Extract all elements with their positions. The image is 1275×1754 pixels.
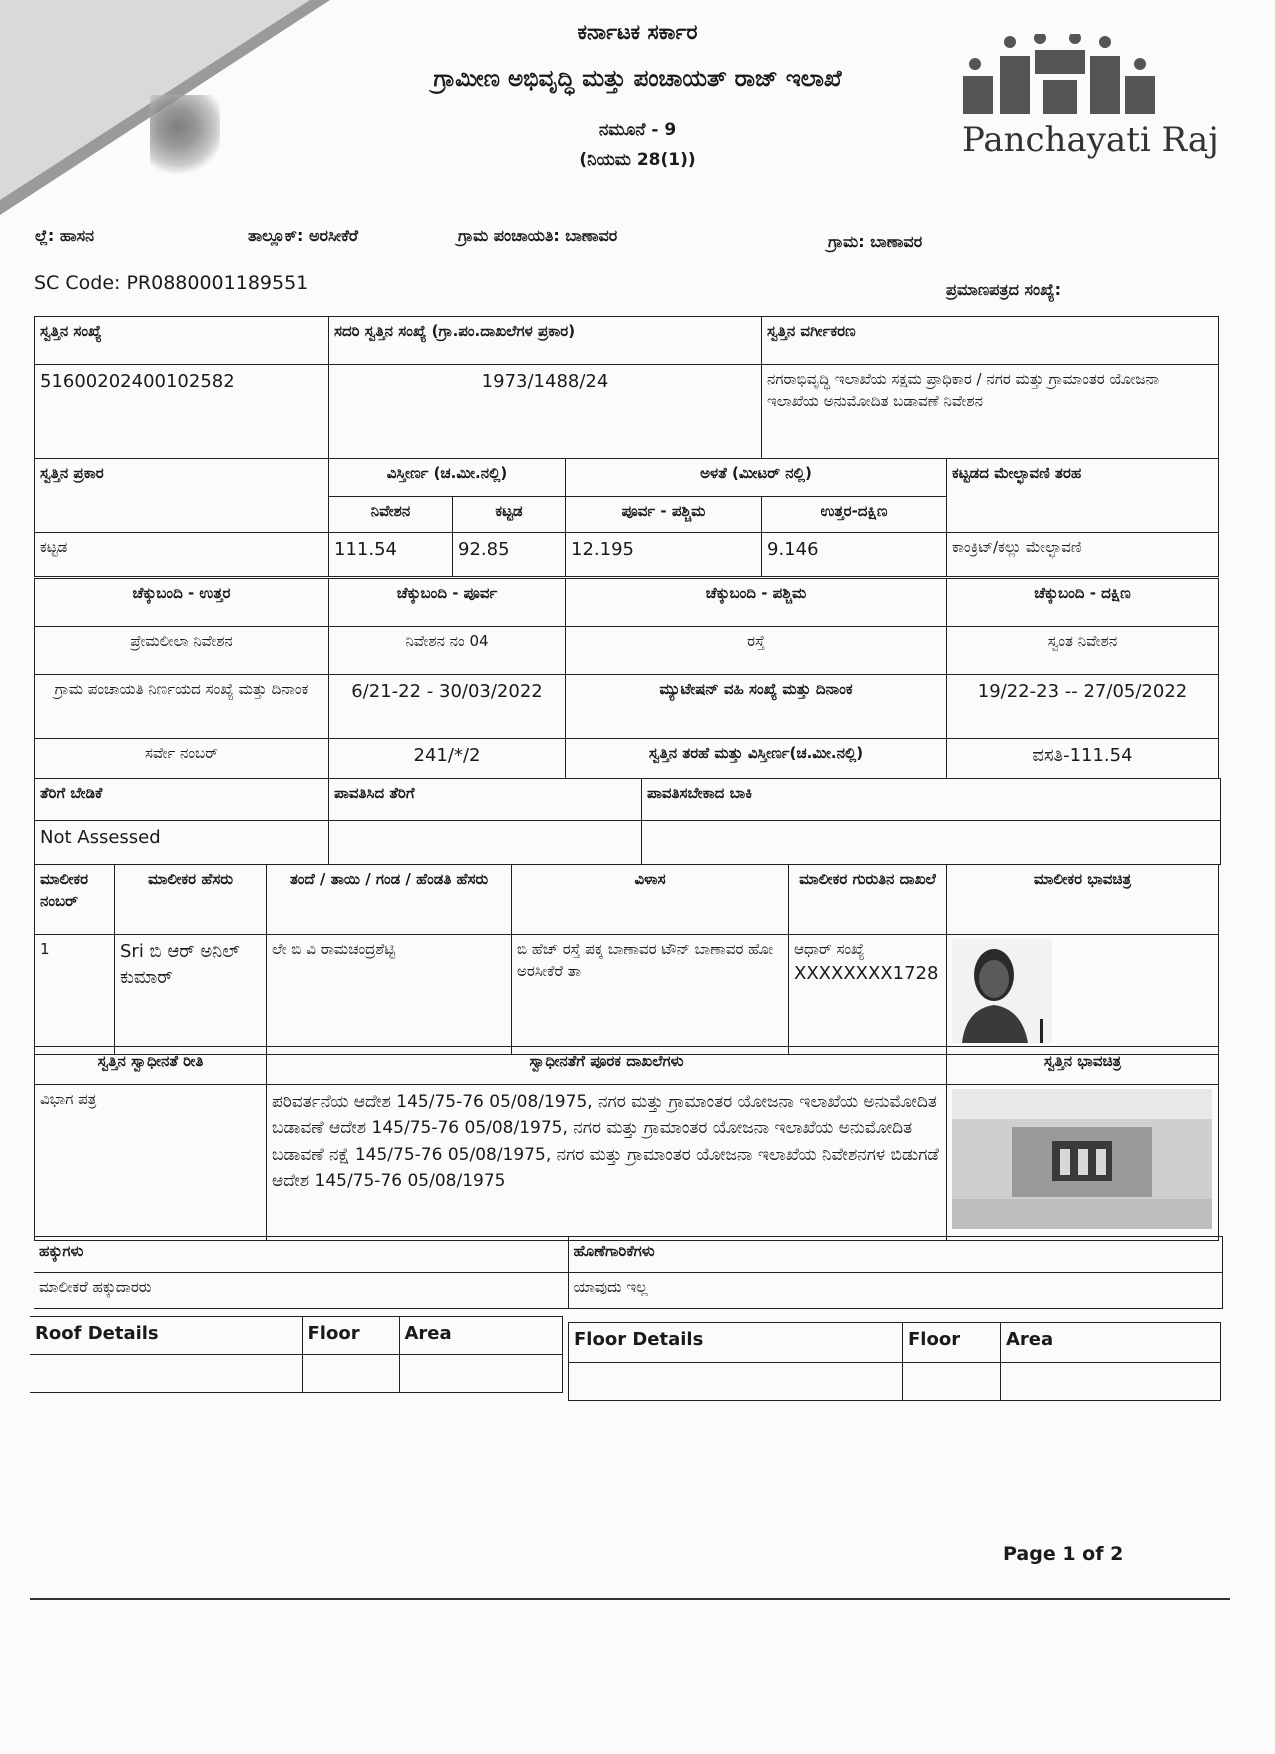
property-type: ಕಟ್ಟಡ <box>35 533 329 577</box>
building-header: ಕಟ್ಟಡ <box>453 497 566 533</box>
owner-name-header: ಮಾಲೀಕರ ಹೆಸರು <box>115 865 267 935</box>
dimensions-table <box>34 458 1219 577</box>
owner-name: Sri ಬಿ ಆರ್ ಅನಿಲ್ ಕುಮಾರ್ <box>115 935 267 1055</box>
village: ಗ್ರಾಮ: ಬಾಣಾವರ <box>828 232 923 251</box>
floor-details-value <box>569 1363 903 1401</box>
owner-id-header: ಮಾಲೀಕರ ಗುರುತಿನ ದಾಖಲೆ <box>789 865 947 935</box>
mutation-header: ಮ್ಯುಟೇಷನ್ ವಹಿ ಸಂಖ್ಯೆ ಮತ್ತು ದಿನಾಂಕ <box>566 675 947 739</box>
property-id-header: ಸ್ವತ್ತಿನ ಸಂಖ್ಯೆ <box>35 317 329 365</box>
address-header: ವಿಳಾಸ <box>512 865 789 935</box>
owner-id-value: XXXXXXXX1728 <box>794 962 939 984</box>
property-photo-icon <box>952 1089 1212 1229</box>
boundary-east-header: ಚೆಕ್ಕುಬಂದಿ - ಪೂರ್ವ <box>329 579 566 627</box>
tax-due-header: ಪಾವತಿಸಬೇಕಾದ ಬಾಕಿ <box>642 779 1221 821</box>
building-area: 92.85 <box>453 533 566 577</box>
local-number: 1973/1488/24 <box>329 365 762 459</box>
classification-header: ಸ್ವತ್ತಿನ ವರ್ಗೀಕರಣ <box>762 317 1219 365</box>
property-type-header: ಸ್ವತ್ತಿನ ಪ್ರಕಾರ <box>35 459 329 533</box>
measurement-header: ಅಳತೆ (ಮೀಟರ್ ನಲ್ಲಿ) <box>566 459 947 497</box>
gp-resolution-header: ಗ್ರಾಮ ಪಂಚಾಯತಿ ನಿರ್ಣಯದ ಸಂಖ್ಯೆ ಮತ್ತು ದಿನಾಂಕ <box>35 675 329 739</box>
tax-demand: Not Assessed <box>35 821 329 865</box>
boundary-west: ರಸ್ತೆ <box>566 627 947 675</box>
parent-name: ಲೇ ಬಿ ವಿ ರಾಮಚಂದ್ರಶೆಟ್ಟಿ <box>267 935 512 1055</box>
floor-value <box>903 1363 1001 1401</box>
dept-title: ಗ್ರಾಮೀಣ ಅಭಿವೃದ್ಧಿ ಮತ್ತು ಪಂಚಾಯತ್ ರಾಜ್ ಇಲಾಖೆ <box>433 66 842 92</box>
form-number: ನಮೂನೆ - 9 <box>598 120 677 140</box>
tax-due <box>642 821 1221 865</box>
liabilities: ಯಾವುದು ಇಲ್ಲ <box>568 1273 1222 1309</box>
possession-mode-header: ಸ್ವತ್ತಿನ ಸ್ವಾಧೀನತೆ ರೀತಿ <box>35 1047 267 1085</box>
owner-address: ಬಿ ಹೆಚ್ ರಸ್ತೆ ಪಕ್ಕ ಬಾಣಾವರ ಟೌನ್ ಬಾಣಾವರ ಹೋ ಅರಸೀಕೆರೆ ತಾ <box>512 935 789 1055</box>
roof-floor-header: Floor <box>302 1317 399 1355</box>
rights-header: ಹಕ್ಕುಗಳು <box>34 1237 568 1273</box>
rights-table <box>34 1236 1223 1309</box>
boundary-south-header: ಚೆಕ್ಕುಬಂದಿ - ದಕ್ಷಿಣ <box>947 579 1219 627</box>
classification: ನಗರಾಭಿವೃದ್ಧಿ ಇಲಾಖೆಯ ಸಕ್ಷಮ ಪ್ರಾಧಿಕಾರ / ನಗರ ಮತ್ತು ಗ್ರಾಮಾಂತರ ಯೋಜನಾ ಇಲಾಖೆಯ ಅನುಮೋದಿತ ಬಡಾವಣೆ ನಿವೇಶನ <box>762 365 1219 459</box>
floor-details-header: Floor Details <box>569 1323 903 1363</box>
possession-mode: ವಿಭಾಗ ಪತ್ರ <box>35 1085 267 1241</box>
owner-id-label: ಆಧಾರ್ ಸಂಖ್ಯೆ <box>794 940 865 958</box>
page-number: Page 1 of 2 <box>1003 1543 1124 1565</box>
property-kind-header: ಸ್ವತ್ತಿನ ತರಹೆ ಮತ್ತು ವಿಸ್ತೀರ್ಣ(ಚ.ಮೀ.ನಲ್ಲಿ) <box>566 739 947 779</box>
taluk: ತಾಲ್ಲೂಕ್: ಅರಸೀಕೆರೆ <box>248 226 359 245</box>
certificate-number: ಪ್ರಮಾಣಪತ್ರದ ಸಂಖ್ಯೆ: <box>946 280 1061 299</box>
boundary-south: ಸ್ವಂತ ನಿವೇಶನ <box>947 627 1219 675</box>
boundary-table <box>34 578 1219 779</box>
tax-demand-header: ತೆರಿಗೆ ಬೇಡಿಕೆ <box>35 779 329 821</box>
north-south-length: 9.146 <box>762 533 947 577</box>
footer-rule <box>30 1598 1230 1600</box>
form-rule: (ನಿಯಮ 28(1)) <box>579 150 696 170</box>
roof-details-value <box>30 1355 302 1393</box>
owner-photo-header: ಮಾಲೀಕರ ಭಾವಚಿತ್ರ <box>947 865 1219 935</box>
floor-area-value <box>1001 1363 1221 1401</box>
property-photo-header: ಸ್ವತ್ತಿನ ಭಾವಚಿತ್ರ <box>947 1047 1219 1085</box>
roof-area-header: Area <box>399 1317 562 1355</box>
logo-text: Panchayati Raj <box>962 120 1219 160</box>
property-table <box>34 316 1219 459</box>
floor-header: Floor <box>903 1323 1001 1363</box>
property-id: 51600202400102582 <box>35 365 329 459</box>
property-kind: ವಸತಿ-111.54 <box>947 739 1219 779</box>
gram-panchayat: ಗ್ರಾಮ ಪಂಚಾಯತಿ: ಬಾಣಾವರ <box>458 226 618 245</box>
east-west-length: 12.195 <box>566 533 762 577</box>
owner-id-proof <box>789 935 947 1055</box>
roof-details-header: Roof Details <box>30 1317 302 1355</box>
sc-code: SC Code: PR0880001189551 <box>34 272 309 294</box>
property-photo-cell <box>947 1085 1219 1241</box>
boundary-north: ಪ್ರೇಮಲೀಲಾ ನಿವೇಶನ <box>35 627 329 675</box>
north-south-header: ಉತ್ತರ-ದಕ್ಷಿಣ <box>762 497 947 533</box>
possession-docs: ಪರಿವರ್ತನೆಯ ಆದೇಶ 145/75-76 05/08/1975, ನಗರ ಮತ್ತು ಗ್ರಾಮಾಂತರ ಯೋಜನಾ ಇಲಾಖೆಯ ಅನುಮೋದಿತ ಬಡಾವಣೆ ಆದೇಶ 145/75-76 05/08/1975, ನಗರ ಮತ್ತು ಗ್ರಾಮಾಂತರ ಯೋಜನಾ ಇಲಾಖೆಯ ಅನುಮೋದಿತ ಬಡಾವಣೆ ನಕ್ಷೆ 145/75-76 05/08/1975, ನಗರ ಮತ್ತು ಗ್ರಾಮಾಂತರ ಯೋಜನಾ ಇಲಾಖೆಯ ನಿವೇಶನಗಳ ಬಿಡುಗಡೆ ಆದೇಶ 145/75-76 05/08/1975 <box>267 1085 947 1241</box>
tax-paid <box>329 821 642 865</box>
owner-photo-icon <box>952 939 1052 1043</box>
tax-table <box>34 778 1221 865</box>
owner-number: 1 <box>35 935 115 1055</box>
gp-resolution: 6/21-22 - 30/03/2022 <box>329 675 566 739</box>
floor-area-header: Area <box>1001 1323 1221 1363</box>
roof-type-header: ಕಟ್ಟಡದ ಮೇಲ್ಛಾವಣಿ ತರಹ <box>947 459 1219 533</box>
survey-number: 241/*/2 <box>329 739 566 779</box>
area-header: ವಿಸ್ತೀರ್ಣ (ಚ.ಮೀ.ನಲ್ಲಿ) <box>329 459 566 497</box>
site-header: ನಿವೇಶನ <box>329 497 453 533</box>
possession-docs-header: ಸ್ವಾಧೀನತೆಗೆ ಪೂರಕ ದಾಖಲೆಗಳು <box>267 1047 947 1085</box>
east-west-header: ಪೂರ್ವ - ಪಶ್ಚಿಮ <box>566 497 762 533</box>
boundary-east: ನಿವೇಶನ ನಂ 04 <box>329 627 566 675</box>
possession-table <box>34 1046 1219 1241</box>
roof-details-table <box>30 1316 563 1393</box>
roof-type: ಕಾಂಕ್ರಿಟ್/ಕಲ್ಲು ಮೇಲ್ಛಾವಣಿ <box>947 533 1219 577</box>
district: ಲ್ಲೆ: ಹಾಸನ <box>35 226 95 245</box>
site-area: 111.54 <box>329 533 453 577</box>
floor-details-table <box>568 1322 1221 1401</box>
liabilities-header: ಹೊಣೆಗಾರಿಕೆಗಳು <box>568 1237 1222 1273</box>
boundary-north-header: ಚೆಕ್ಕುಬಂದಿ - ಉತ್ತರ <box>35 579 329 627</box>
roof-area-value <box>399 1355 562 1393</box>
survey-number-header: ಸರ್ವೇ ನಂಬರ್ <box>35 739 329 779</box>
owner-table <box>34 864 1219 1055</box>
roof-floor-value <box>302 1355 399 1393</box>
tax-paid-header: ಪಾವತಿಸಿದ ತೆರಿಗೆ <box>329 779 642 821</box>
govt-title: ಕರ್ನಾಟಕ ಸರ್ಕಾರ <box>577 20 698 44</box>
parent-name-header: ತಂದೆ / ತಾಯಿ / ಗಂಡ / ಹೆಂಡತಿ ಹೆಸರು <box>267 865 512 935</box>
boundary-west-header: ಚೆಕ್ಕುಬಂದಿ - ಪಶ್ಚಿಮ <box>566 579 947 627</box>
owner-number-header: ಮಾಲೀಕರ ನಂಬರ್ <box>35 865 115 935</box>
owner-photo-cell <box>947 935 1219 1055</box>
local-number-header: ಸದರಿ ಸ್ವತ್ತಿನ ಸಂಖ್ಯೆ (ಗ್ರಾ.ಪಂ.ದಾಖಲೆಗಳ ಪ್ರಕಾರ) <box>329 317 762 365</box>
rights: ಮಾಲೀಕರೆ ಹಕ್ಕುದಾರರು <box>34 1273 568 1309</box>
mutation: 19/22-23 -- 27/05/2022 <box>947 675 1219 739</box>
